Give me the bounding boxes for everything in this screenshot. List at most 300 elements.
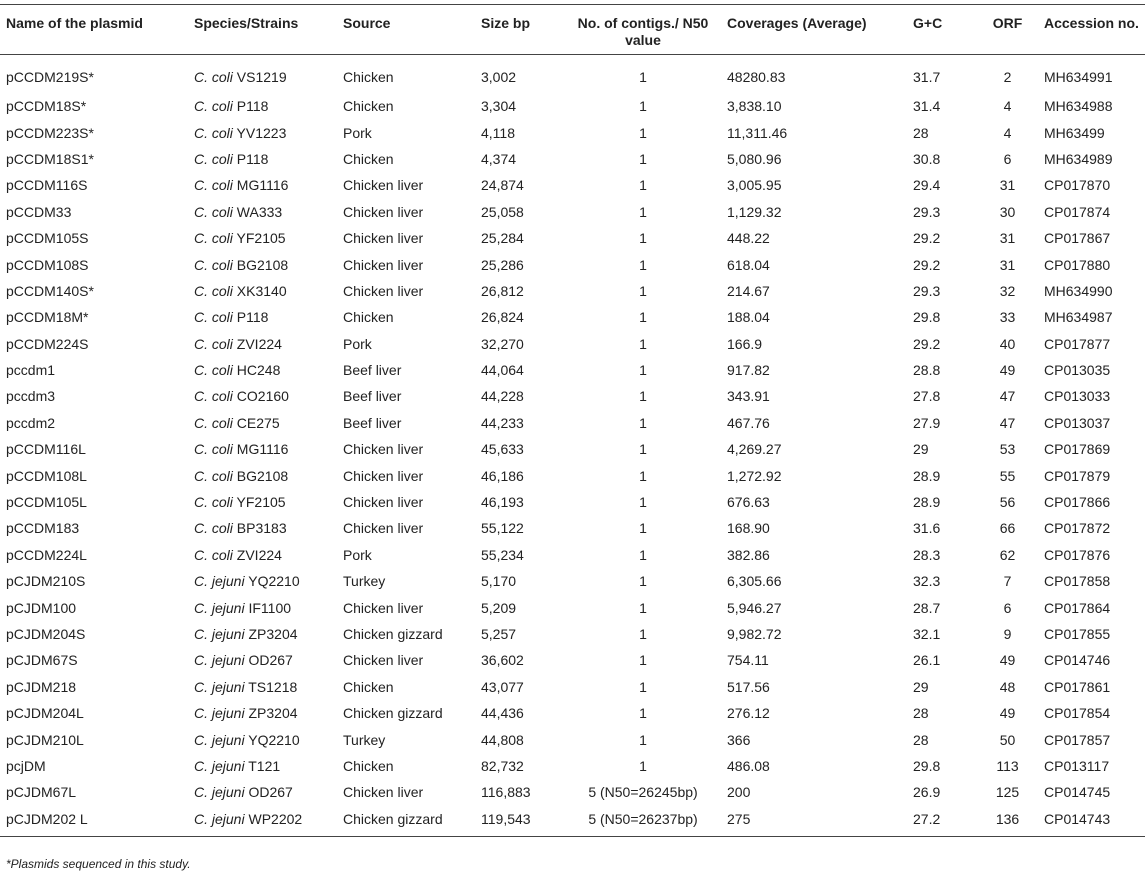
table-row bbox=[0, 753, 1145, 779]
strain-id: T121 bbox=[248, 757, 281, 774]
col-header-source: Source bbox=[337, 5, 475, 55]
source: Chicken gizzard bbox=[343, 626, 443, 642]
coverage-average: 200 bbox=[727, 784, 751, 801]
strain-id: CE275 bbox=[236, 414, 280, 431]
orf-count: 4 bbox=[1003, 124, 1012, 141]
contigs-n50: 1 bbox=[639, 467, 647, 484]
table-row bbox=[0, 621, 1145, 647]
table-row bbox=[0, 436, 1145, 462]
strain-id: VS1219 bbox=[236, 69, 287, 85]
contigs-n50: 1 bbox=[639, 652, 647, 669]
source: Beef liver bbox=[343, 414, 402, 431]
accession-number: CP013035 bbox=[1044, 362, 1111, 379]
strain-id: BG2108 bbox=[236, 467, 289, 484]
table-row bbox=[0, 278, 1145, 304]
plasmid-name: pCJDM218 bbox=[6, 678, 77, 695]
size-bp: 3,002 bbox=[481, 69, 517, 85]
strain-id: YV1223 bbox=[236, 124, 287, 141]
table-row bbox=[0, 568, 1145, 594]
plasmid-name: pCCDM108L bbox=[6, 467, 87, 484]
species-strain bbox=[188, 674, 337, 700]
gc-content: 29.3 bbox=[913, 282, 941, 299]
species-strain bbox=[188, 119, 337, 145]
coverage-average: 366 bbox=[727, 731, 751, 748]
species-strain bbox=[188, 304, 337, 330]
accession-number: CP017854 bbox=[1044, 705, 1111, 722]
coverage-average: 754.11 bbox=[727, 652, 769, 669]
contigs-n50: 1 bbox=[639, 309, 647, 326]
source: Chicken gizzard bbox=[337, 806, 475, 837]
orf-count: 125 bbox=[995, 784, 1020, 801]
size-bp: 119,543 bbox=[475, 806, 565, 837]
plasmid-name: pCCDM108S bbox=[6, 256, 89, 273]
size-bp: 4,374 bbox=[481, 150, 517, 167]
orf-count: 9 bbox=[1003, 626, 1012, 642]
plasmid-name: pCCDM105S bbox=[6, 230, 89, 247]
species-genus: C. coli bbox=[194, 309, 233, 326]
contigs-n50: 1 bbox=[639, 388, 647, 405]
table-row bbox=[0, 542, 1145, 568]
accession-number: CP013117 bbox=[1044, 757, 1110, 774]
size-bp: 5,257 bbox=[481, 626, 517, 642]
size-bp: 44,233 bbox=[481, 414, 524, 431]
contigs-n50: 1 bbox=[639, 599, 647, 616]
orf-count: 7 bbox=[1003, 573, 1012, 590]
species-strain bbox=[188, 357, 337, 383]
plasmid-name: pCJDM204L bbox=[6, 705, 84, 722]
strain-id: OD267 bbox=[248, 652, 293, 669]
gc-content: 29.3 bbox=[913, 203, 941, 220]
species-strain bbox=[188, 568, 337, 594]
accession-number: CP017877 bbox=[1044, 335, 1111, 352]
strain-id: ZP3204 bbox=[248, 626, 298, 642]
strain-id: ZP3204 bbox=[248, 705, 298, 722]
orf-count: 113 bbox=[996, 757, 1019, 774]
gc-content: 29 bbox=[913, 441, 929, 458]
species-genus: C. coli bbox=[194, 203, 233, 220]
table-row bbox=[0, 462, 1145, 488]
coverage-average: 48280.83 bbox=[727, 69, 786, 85]
table-row bbox=[0, 700, 1145, 726]
gc-content: 29.2 bbox=[913, 256, 941, 273]
strain-id: YF2105 bbox=[236, 494, 286, 511]
gc-content: 26.1 bbox=[913, 652, 941, 669]
source: Chicken bbox=[343, 98, 394, 115]
plasmid-name: pccdm3 bbox=[6, 388, 56, 405]
gc-content: 28 bbox=[913, 705, 929, 722]
species-strain bbox=[188, 700, 337, 726]
table-row bbox=[0, 331, 1145, 357]
contigs-n50: 1 bbox=[639, 177, 647, 194]
orf-count: 30 bbox=[999, 203, 1016, 220]
gc-content: 29.8 bbox=[913, 309, 941, 326]
gc-content: 31.4 bbox=[913, 98, 941, 115]
coverage-average: 1,272.92 bbox=[727, 467, 782, 484]
size-bp: 4,118 bbox=[481, 124, 515, 141]
coverage-average: 448.22 bbox=[727, 230, 770, 247]
strain-id: XK3140 bbox=[236, 282, 287, 299]
orf-count: 33 bbox=[999, 309, 1016, 326]
source: Chicken bbox=[343, 150, 394, 167]
gc-content: 28.3 bbox=[913, 546, 941, 563]
contigs-n50: 1 bbox=[639, 362, 647, 379]
plasmid-name: pCCDM140S* bbox=[6, 282, 94, 299]
orf-count: 40 bbox=[999, 335, 1016, 352]
plasmid-name: pCCDM219S* bbox=[6, 69, 94, 85]
species-strain bbox=[188, 594, 337, 620]
size-bp: 5,209 bbox=[481, 599, 517, 616]
species-genus: C. jejuni bbox=[194, 626, 245, 642]
species-genus: C. coli bbox=[194, 520, 233, 537]
accession-number: CP017869 bbox=[1044, 441, 1111, 458]
orf-count: 49 bbox=[999, 652, 1016, 669]
source: Beef liver bbox=[343, 362, 402, 379]
plasmid-name: pCJDM210L bbox=[6, 731, 84, 748]
species-genus: C. coli bbox=[194, 124, 233, 141]
plasmid-name: pCCDM18S1* bbox=[6, 150, 94, 167]
coverage-average: 1,129.32 bbox=[727, 203, 782, 220]
species-genus: C. coli bbox=[194, 414, 233, 431]
species-strain bbox=[188, 542, 337, 568]
coverage-average: 917.82 bbox=[727, 362, 770, 379]
contigs-n50: 1 bbox=[639, 626, 647, 642]
contigs-n50: 1 bbox=[639, 757, 647, 774]
contigs-n50: 1 bbox=[639, 414, 647, 431]
table-row bbox=[0, 726, 1145, 752]
species-genus: C. jejuni bbox=[194, 652, 245, 669]
plasmid-name: pCCDM105L bbox=[6, 494, 87, 511]
contigs-n50: 1 bbox=[639, 230, 647, 247]
gc-content: 32.1 bbox=[913, 626, 941, 642]
col-header-name: Name of the plasmid bbox=[0, 5, 188, 55]
table-row bbox=[0, 674, 1145, 700]
species-strain bbox=[188, 172, 337, 198]
size-bp: 116,883 bbox=[481, 784, 531, 801]
contigs-n50: 1 bbox=[639, 124, 647, 141]
species-strain bbox=[188, 225, 337, 251]
plasmid-name: pCCDM33 bbox=[6, 203, 72, 220]
table-row bbox=[0, 55, 1145, 94]
orf-count: 47 bbox=[999, 414, 1016, 431]
gc-content: 27.2 bbox=[907, 806, 977, 837]
col-header-size: Size bp bbox=[475, 5, 565, 55]
contigs-n50: 1 bbox=[639, 69, 647, 85]
species-genus: C. jejuni bbox=[194, 784, 245, 801]
col-header-gc: G+C bbox=[907, 5, 977, 55]
gc-content: 29.2 bbox=[913, 230, 941, 247]
strain-id: BP3183 bbox=[236, 520, 287, 537]
plasmid-name: pCJDM100 bbox=[6, 599, 77, 616]
species-genus: C. coli bbox=[194, 98, 233, 115]
coverage-average: 166.9 bbox=[727, 335, 763, 352]
source: Chicken gizzard bbox=[343, 705, 443, 722]
species-strain bbox=[188, 462, 337, 488]
table-row bbox=[0, 251, 1145, 277]
coverage-average: 3,005.95 bbox=[727, 177, 782, 194]
table-row bbox=[0, 515, 1145, 541]
plasmid-table bbox=[0, 4, 1145, 837]
coverage-average: 467.76 bbox=[727, 414, 770, 431]
orf-count: 31 bbox=[999, 256, 1016, 273]
contigs-n50: 1 bbox=[639, 256, 647, 273]
species-genus: C. coli bbox=[194, 546, 233, 563]
strain-id: ZVI224 bbox=[236, 546, 282, 563]
table-row bbox=[0, 225, 1145, 251]
table-row bbox=[0, 357, 1145, 383]
gc-content: 28 bbox=[913, 731, 929, 748]
table-row bbox=[0, 383, 1145, 409]
table-row bbox=[0, 489, 1145, 515]
accession-number: CP017867 bbox=[1044, 230, 1111, 247]
col-header-contigs: No. of contigs./ N50 value bbox=[565, 5, 721, 55]
orf-count: 2 bbox=[1003, 69, 1012, 85]
species-genus: C. coli bbox=[194, 335, 233, 352]
strain-id: P118 bbox=[236, 98, 269, 115]
source: Chicken liver bbox=[343, 784, 424, 801]
species-genus: C. coli bbox=[194, 362, 233, 379]
source: Chicken bbox=[343, 757, 394, 774]
species-genus: C. coli bbox=[194, 177, 233, 194]
gc-content: 29 bbox=[913, 678, 929, 695]
species-genus: C. jejuni bbox=[194, 810, 245, 827]
coverage-average: 11,311.46 bbox=[727, 124, 788, 141]
size-bp: 26,812 bbox=[481, 282, 524, 299]
accession-number: MH634987 bbox=[1044, 309, 1113, 326]
accession-number: MH634989 bbox=[1044, 150, 1113, 167]
accession-number: CP013037 bbox=[1044, 414, 1111, 431]
accession-number: CP017879 bbox=[1044, 467, 1111, 484]
source: Chicken bbox=[343, 678, 394, 695]
size-bp: 43,077 bbox=[481, 678, 524, 695]
strain-id: BG2108 bbox=[236, 256, 289, 273]
orf-count: 31 bbox=[999, 230, 1016, 247]
species-strain bbox=[188, 515, 337, 541]
accession-number: CP017870 bbox=[1044, 177, 1111, 194]
contigs-n50: 5 (N50=26237bp) bbox=[565, 806, 721, 837]
table-row bbox=[0, 199, 1145, 225]
size-bp: 44,228 bbox=[481, 388, 524, 405]
coverage-average: 618.04 bbox=[727, 256, 770, 273]
source: Turkey bbox=[343, 731, 386, 748]
source: Pork bbox=[343, 546, 372, 563]
gc-content: 31.6 bbox=[913, 520, 941, 537]
table-row bbox=[0, 172, 1145, 198]
coverage-average: 214.67 bbox=[727, 282, 770, 299]
table-row bbox=[0, 304, 1145, 330]
contigs-n50: 1 bbox=[639, 494, 647, 511]
species-genus: C. coli bbox=[194, 282, 233, 299]
source: Chicken liver bbox=[343, 230, 424, 247]
table-row bbox=[0, 93, 1145, 119]
plasmid-name: pCJDM210S bbox=[6, 573, 86, 590]
gc-content: 27.8 bbox=[913, 388, 941, 405]
size-bp: 44,064 bbox=[481, 362, 524, 379]
species-strain bbox=[188, 779, 337, 805]
table-row bbox=[0, 410, 1145, 436]
orf-count: 66 bbox=[999, 520, 1016, 537]
strain-id: WA333 bbox=[236, 203, 283, 220]
source: Chicken liver bbox=[343, 441, 424, 458]
size-bp: 45,633 bbox=[481, 441, 524, 458]
species-strain bbox=[188, 489, 337, 515]
species-strain bbox=[188, 278, 337, 304]
gc-content: 27.9 bbox=[913, 414, 941, 431]
size-bp: 3,304 bbox=[481, 98, 517, 115]
source: Chicken liver bbox=[343, 256, 424, 273]
species-strain bbox=[188, 647, 337, 673]
contigs-n50: 1 bbox=[639, 150, 647, 167]
col-header-accession: Accession no. bbox=[1038, 5, 1145, 55]
source: Chicken liver bbox=[343, 599, 424, 616]
strain-id: OD267 bbox=[248, 784, 293, 801]
table-body bbox=[0, 55, 1145, 837]
accession-number: CP017872 bbox=[1044, 520, 1111, 537]
coverage-average: 517.56 bbox=[727, 678, 770, 695]
orf-count: 50 bbox=[999, 731, 1016, 748]
coverage-average: 9,982.72 bbox=[727, 626, 782, 642]
species-strain bbox=[188, 726, 337, 752]
accession-number: CP014743 bbox=[1038, 806, 1145, 837]
coverage-average: 6,305.66 bbox=[727, 573, 782, 590]
strain-id: YQ2210 bbox=[248, 573, 300, 590]
coverage-average: 676.63 bbox=[727, 494, 770, 511]
plasmid-name: pCCDM116S bbox=[6, 177, 88, 194]
strain-id: TS1218 bbox=[248, 678, 298, 695]
strain-id: ZVI224 bbox=[236, 335, 282, 352]
plasmid-name: pccdm1 bbox=[6, 362, 56, 379]
species-genus: C. coli bbox=[194, 230, 233, 247]
species-genus: C. jejuni bbox=[194, 731, 245, 748]
col-header-orf: ORF bbox=[977, 5, 1038, 55]
orf-count: 6 bbox=[1003, 150, 1012, 167]
source: Pork bbox=[343, 124, 372, 141]
plasmid-name: pCJDM202 L bbox=[0, 806, 188, 837]
species-strain bbox=[188, 251, 337, 277]
source: Chicken liver bbox=[343, 494, 424, 511]
contigs-n50: 1 bbox=[639, 546, 647, 563]
species-strain bbox=[188, 331, 337, 357]
coverage-average: 5,946.27 bbox=[727, 599, 782, 616]
orf-count: 6 bbox=[1003, 599, 1012, 616]
accession-number: MH634988 bbox=[1044, 98, 1113, 115]
strain-id: P118 bbox=[236, 150, 269, 167]
coverage-average: 343.91 bbox=[727, 388, 770, 405]
species-strain bbox=[188, 199, 337, 225]
source: Chicken bbox=[343, 69, 394, 85]
orf-count: 49 bbox=[999, 362, 1016, 379]
source: Chicken liver bbox=[343, 203, 424, 220]
strain-id: MG1116 bbox=[236, 441, 289, 458]
contigs-n50: 1 bbox=[639, 282, 647, 299]
coverage-average: 4,269.27 bbox=[727, 441, 782, 458]
table-row bbox=[0, 594, 1145, 620]
table-row bbox=[0, 146, 1145, 172]
orf-count: 55 bbox=[999, 467, 1016, 484]
size-bp: 32,270 bbox=[481, 335, 524, 352]
strain-id: P118 bbox=[236, 309, 269, 326]
size-bp: 44,436 bbox=[481, 705, 524, 722]
contigs-n50: 1 bbox=[639, 520, 647, 537]
contigs-n50: 1 bbox=[639, 678, 647, 695]
table-row bbox=[0, 779, 1145, 805]
species-strain bbox=[188, 753, 337, 779]
strain-id: WP2202 bbox=[248, 810, 303, 827]
species-genus: C. coli bbox=[194, 388, 233, 405]
size-bp: 25,058 bbox=[481, 203, 524, 220]
col-header-species: Species/Strains bbox=[188, 5, 337, 55]
table-header bbox=[0, 5, 1145, 55]
source: Chicken liver bbox=[343, 467, 424, 484]
species-genus: C. jejuni bbox=[194, 678, 245, 695]
contigs-n50: 1 bbox=[639, 573, 647, 590]
gc-content: 28.9 bbox=[913, 494, 941, 511]
orf-count: 56 bbox=[999, 494, 1016, 511]
orf-count: 49 bbox=[999, 705, 1016, 722]
contigs-n50: 1 bbox=[639, 203, 647, 220]
species-strain bbox=[188, 806, 337, 837]
plasmid-name: pCCDM224L bbox=[6, 546, 87, 563]
plasmid-name: pCCDM224S bbox=[6, 335, 89, 352]
size-bp: 55,234 bbox=[481, 546, 524, 563]
strain-id: HC248 bbox=[236, 362, 281, 379]
coverage-average: 5,080.96 bbox=[727, 150, 782, 167]
size-bp: 55,122 bbox=[481, 520, 524, 537]
source: Pork bbox=[343, 335, 372, 352]
table-row bbox=[0, 119, 1145, 145]
orf-count: 53 bbox=[999, 441, 1016, 458]
plasmid-name: pCJDM67L bbox=[6, 784, 77, 801]
species-genus: C. jejuni bbox=[194, 573, 245, 590]
accession-number: CP017874 bbox=[1044, 203, 1111, 220]
source: Chicken bbox=[343, 309, 394, 326]
species-genus: C. jejuni bbox=[194, 705, 245, 722]
source: Chicken liver bbox=[343, 282, 424, 299]
accession-number: CP017855 bbox=[1044, 626, 1111, 642]
plasmid-name: pCCDM183 bbox=[6, 520, 80, 537]
contigs-n50: 1 bbox=[639, 335, 647, 352]
plasmid-name: pCJDM204S bbox=[6, 626, 86, 642]
accession-number: CP014745 bbox=[1044, 784, 1111, 801]
species-genus: C. coli bbox=[194, 256, 233, 273]
plasmid-name: pCJDM67S bbox=[6, 652, 78, 669]
strain-id: IF1100 bbox=[248, 599, 292, 616]
contigs-n50: 1 bbox=[639, 731, 647, 748]
species-genus: C. jejuni bbox=[194, 757, 245, 774]
plasmid-name: pcjDM bbox=[6, 757, 46, 774]
orf-count: 136 bbox=[977, 806, 1038, 837]
orf-count: 32 bbox=[999, 282, 1016, 299]
contigs-n50: 1 bbox=[639, 441, 647, 458]
coverage-average: 275 bbox=[721, 806, 907, 837]
coverage-average: 486.08 bbox=[727, 757, 770, 774]
species-strain bbox=[188, 93, 337, 119]
species-genus: C. coli bbox=[194, 150, 233, 167]
table-row bbox=[0, 806, 1145, 837]
gc-content: 32.3 bbox=[913, 573, 941, 590]
source: Turkey bbox=[343, 573, 386, 590]
size-bp: 25,286 bbox=[481, 256, 524, 273]
accession-number: CP017864 bbox=[1044, 599, 1111, 616]
size-bp: 44,808 bbox=[481, 731, 524, 748]
gc-content: 29.8 bbox=[913, 757, 941, 774]
accession-number: CP017880 bbox=[1044, 256, 1111, 273]
contigs-n50: 5 (N50=26245bp) bbox=[588, 784, 698, 801]
size-bp: 26,824 bbox=[481, 309, 524, 326]
species-genus: C. jejuni bbox=[194, 599, 245, 616]
gc-content: 30.8 bbox=[913, 150, 941, 167]
table-row bbox=[0, 647, 1145, 673]
coverage-average: 276.12 bbox=[727, 705, 770, 722]
